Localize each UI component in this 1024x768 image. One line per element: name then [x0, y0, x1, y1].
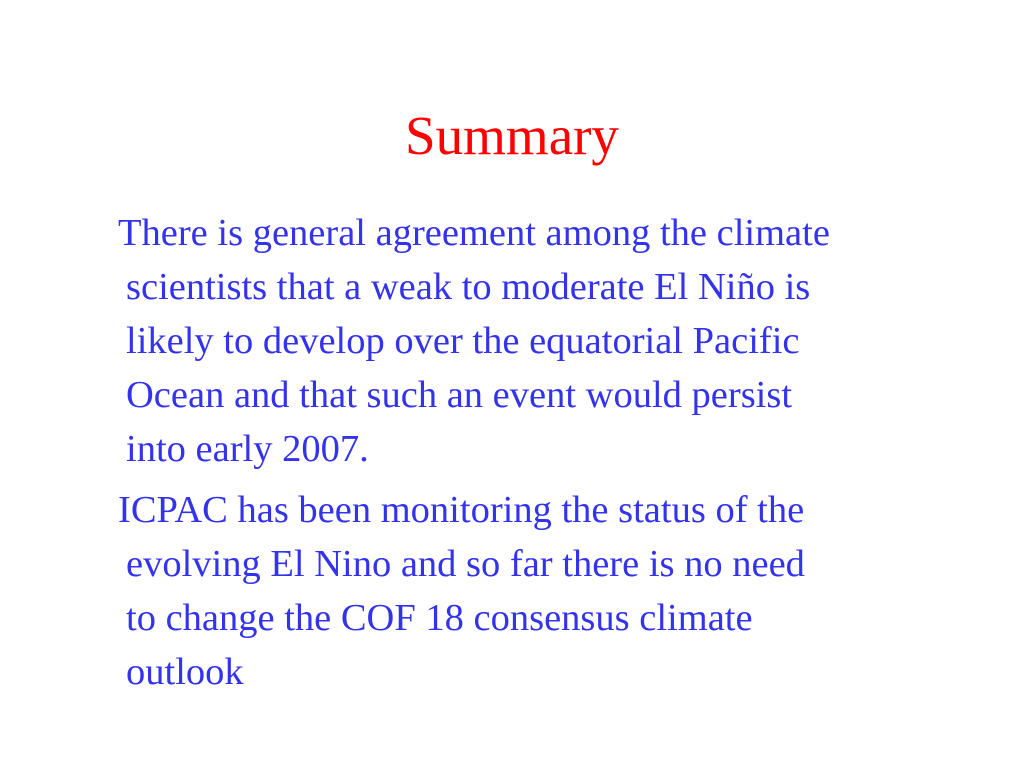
- slide-title: Summary: [405, 105, 619, 166]
- slide-body: [118, 206, 976, 706]
- summary-paragraph-el-nino: There is general agreement among the climate scientists that a weak to moderate El Niño is likely to develop over the equatorial Pacific Ocean and that such an event would persist into early 2007.: [118, 212, 830, 470]
- summary-paragraph-icpac: ICPAC has been monitoring the status of the evolving El Nino and so far there is no need to change the COF 18 consensus climate outlook: [118, 489, 805, 693]
